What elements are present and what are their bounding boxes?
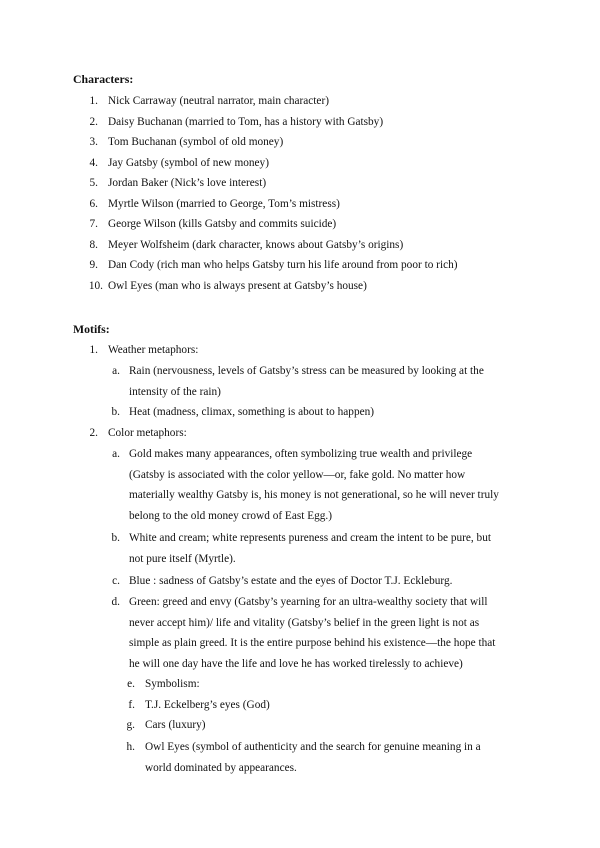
sub-item-letter: h. xyxy=(126,741,135,753)
sub-item-line: White and cream; white represents pureness and cream the intent to be pure, but xyxy=(129,532,491,544)
list-item-number: 1. xyxy=(89,344,98,356)
sub-item-letter: b. xyxy=(111,406,120,418)
sub-item-line: Heat (madness, climax, something is about to happen) xyxy=(129,406,375,418)
sub-item-line: (Gatsby is associated with the color yellow—or, fake gold. No matter how xyxy=(129,468,466,481)
list-item: Jay Gatsby (symbol of new money) xyxy=(108,156,269,169)
sub-item-letter: e. xyxy=(127,678,135,690)
sub-item-line: Owl Eyes (symbol of authenticity and the search for genuine meaning in a xyxy=(145,741,481,753)
sub-item-line: world dominated by appearances. xyxy=(145,761,297,774)
sub-item-line: belong to the old money crowd of East Egg.) xyxy=(129,509,332,522)
sub-item-letter: f. xyxy=(128,698,135,711)
list-item-number: 8. xyxy=(89,238,98,251)
list-item-number: 5. xyxy=(89,177,98,189)
sub-item-letter: d. xyxy=(111,596,120,608)
sub-item-letter: c. xyxy=(112,575,120,587)
sub-item-line: Gold makes many appearances, often symbolizing true wealth and privilege xyxy=(129,448,473,460)
list-item-number: 2. xyxy=(89,115,98,128)
sub-item-line: T.J. Eckelberg’s eyes (God) xyxy=(145,698,270,711)
list-item-number: 2. xyxy=(89,427,98,439)
sub-item-letter: g. xyxy=(126,719,135,731)
sub-item-line: Green: greed and envy (Gatsby’s yearning for an ultra-wealthy society that will xyxy=(129,596,488,608)
list-item-number: 4. xyxy=(89,156,98,169)
list-item: Meyer Wolfsheim (dark character, knows about Gatsby’s origins) xyxy=(108,238,404,251)
list-item: Jordan Baker (Nick’s love interest) xyxy=(108,177,267,189)
color-metaphors-label: Color metaphors: xyxy=(108,427,187,439)
sub-item-line: Cars (luxury) xyxy=(145,719,206,731)
list-item: Myrtle Wilson (married to George, Tom’s mistress) xyxy=(108,197,340,210)
sub-item-line: never accept him)/ life and vitality (Gatsby’s belief in the green light is not as xyxy=(129,616,480,629)
list-item-number: 1. xyxy=(89,95,98,107)
sub-item-line: Rain (nervousness, levels of Gatsby’s stress can be measured by looking at the xyxy=(129,365,484,377)
list-item-number: 7. xyxy=(89,218,98,230)
list-item: Nick Carraway (neutral narrator, main character) xyxy=(108,95,329,107)
sub-item-letter: a. xyxy=(112,365,120,377)
list-item: Owl Eyes (man who is always present at Gatsby’s house) xyxy=(108,279,367,292)
sub-item-line: he will one day have the life and love he has worked tirelessly to achieve) xyxy=(129,657,463,670)
list-item-number: 10. xyxy=(88,279,103,292)
list-item: George Wilson (kills Gatsby and commits suicide) xyxy=(108,218,337,230)
weather-metaphors-label: Weather metaphors: xyxy=(108,344,199,356)
sub-item-line: not pure itself (Myrtle). xyxy=(129,552,236,565)
list-item-number: 3. xyxy=(89,136,98,148)
sub-item-line: materially wealthy Gatsby is, his money is not generational, so he will never truly xyxy=(129,489,499,501)
list-item: Dan Cody (rich man who helps Gatsby turn his life around from poor to rich) xyxy=(108,259,458,271)
sub-item-line: intensity of the rain) xyxy=(129,385,221,398)
sub-item-letter: b. xyxy=(111,532,120,544)
sub-item-letter: a. xyxy=(112,448,120,460)
list-item: Tom Buchanan (symbol of old money) xyxy=(108,136,284,148)
sub-item-line: Blue : sadness of Gatsby’s estate and the eyes of Doctor T.J. Eckleburg. xyxy=(129,575,453,587)
list-item-number: 9. xyxy=(89,259,98,271)
motifs-heading: Motifs: xyxy=(73,322,110,336)
list-item: Daisy Buchanan (married to Tom, has a history with Gatsby) xyxy=(108,115,384,128)
sub-item-line: Symbolism: xyxy=(145,678,200,690)
sub-item-line: simple as plain greed. It is the entire purpose behind his existence—the hope that xyxy=(129,637,496,649)
list-item-number: 6. xyxy=(89,197,98,210)
characters-heading: Characters: xyxy=(73,72,134,86)
